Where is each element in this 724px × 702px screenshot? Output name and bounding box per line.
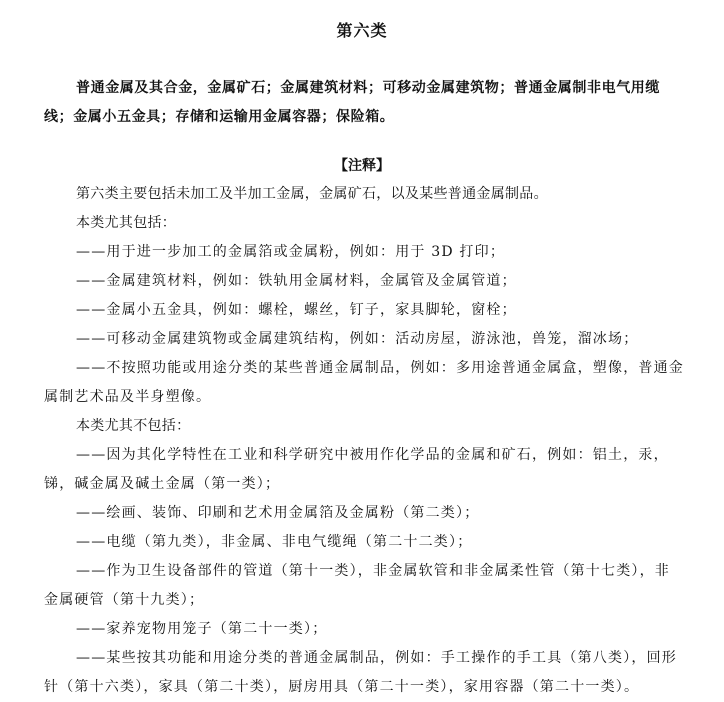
exclude-item: ——因为其化学特性在工业和科学研究中被用作化学品的金属和矿石，例如：铝土，汞，锑，碱金属及碱土金属（第一类）； <box>44 447 669 492</box>
class-title: 第六类 <box>336 21 388 40</box>
notes-body <box>44 180 684 702</box>
exclude-item: ——某些按其功能和用途分类的普通金属制品，例如：手工操作的手工具（第八类），回形针（第十六类），家具（第二十类），厨房用具（第二十一类），家用容器（第二十一类）。 <box>44 650 677 695</box>
include-item: ——用于进一步加工的金属箔或金属粉，例如：用于 3D 打印； <box>76 244 506 260</box>
notes-intro: 第六类主要包括未加工及半加工金属，金属矿石，以及某些普通金属制品。 <box>76 186 548 202</box>
include-item: ——可移动金属建筑物或金属建筑结构，例如：活动房屋，游泳池，兽笼，溜冰场； <box>76 331 639 347</box>
class-heading: 普通金属及其合金，金属矿石；金属建筑材料；可移动金属建筑物；普通金属制非电气用缆线；金属小五金具；存储和运输用金属容器；保险箱。 <box>44 80 660 125</box>
exclude-item: ——绘画、装饰、印刷和艺术用金属箔及金属粉（第二类）； <box>76 505 480 521</box>
exclude-item: ——电缆（第九类），非金属、非电气缆绳（第二十二类）； <box>76 534 473 550</box>
exclude-item: ——家养宠物用笼子（第二十一类）； <box>76 621 328 637</box>
notes-title: 【注释】 <box>334 158 390 174</box>
include-item: ——金属小五金具，例如：螺栓，螺丝，钉子，家具脚轮，窗栓； <box>76 302 517 318</box>
excludes-label: 本类尤其不包括： <box>76 418 191 434</box>
includes-label: 本类尤其包括： <box>76 215 177 231</box>
include-item: ——不按照功能或用途分类的某些普通金属制品，例如：多用途普通金属盒，塑像，普通金属制艺术品及半身塑像。 <box>44 360 684 405</box>
exclude-item: ——作为卫生设备部件的管道（第十一类），非金属软管和非金属柔性管（第十七类），非金属硬管（第十九类）； <box>44 563 670 608</box>
include-item: ——金属建筑材料，例如：铁轨用金属材料，金属管及金属管道； <box>76 273 517 289</box>
